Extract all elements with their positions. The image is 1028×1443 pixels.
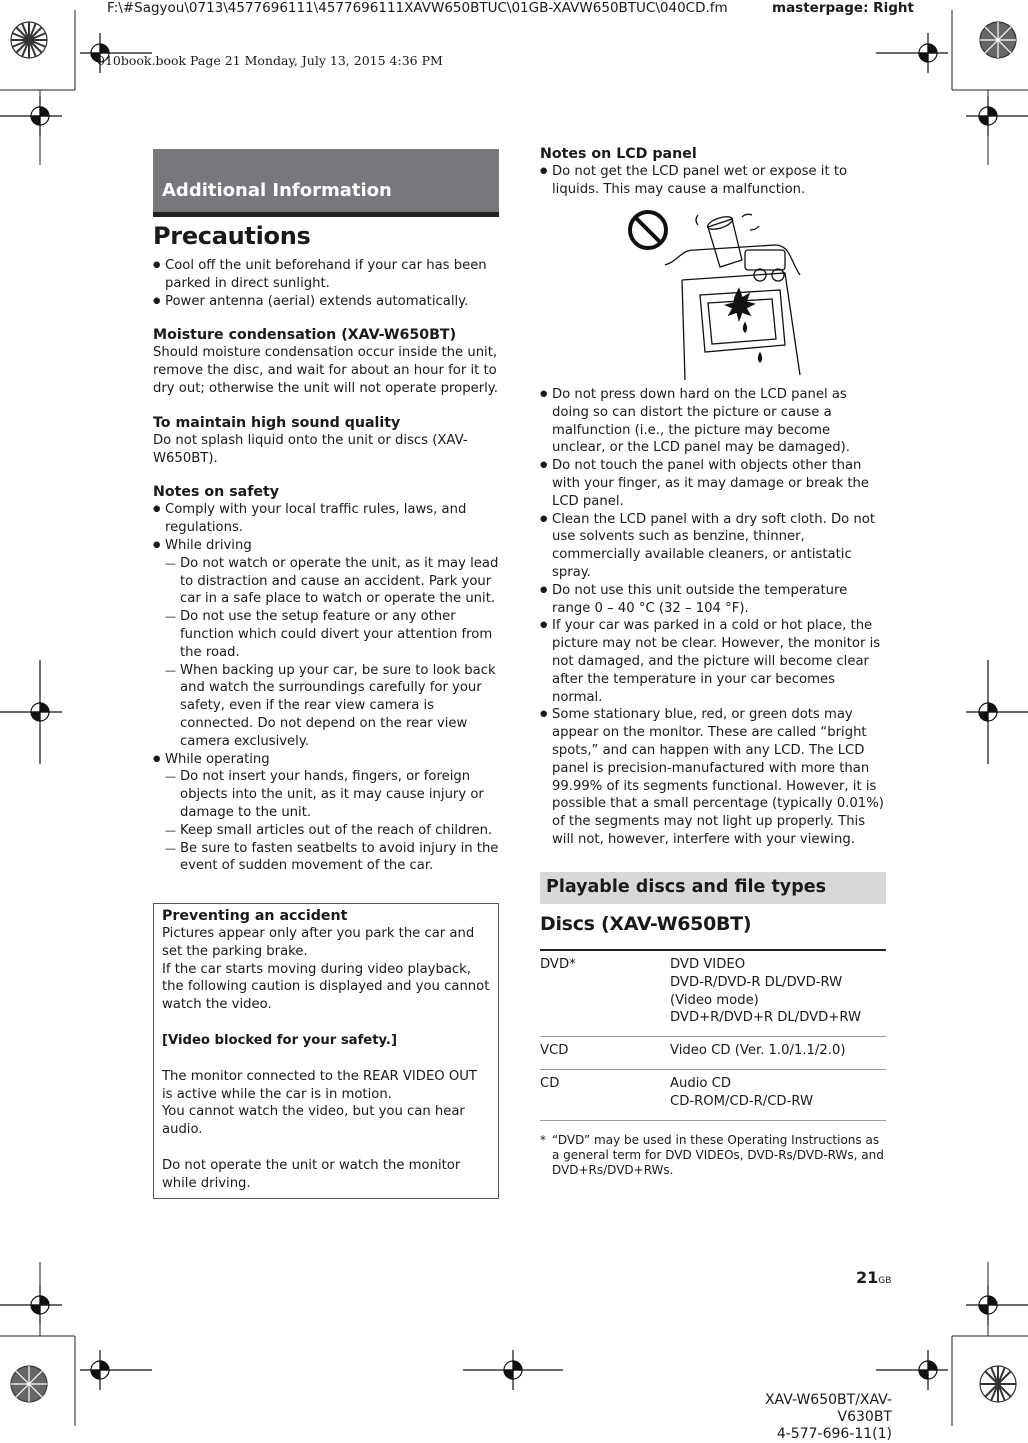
registration-mark <box>966 660 1028 764</box>
page-title: Precautions <box>153 222 311 250</box>
safety-heading: Notes on safety <box>153 484 280 501</box>
accident-box <box>153 903 499 1199</box>
list-item: ● Do not touch the panel with objects other than with your finger, as it may damage or break the LCD panel. <box>540 457 886 510</box>
sub-list-item: — Be sure to fasten seatbelts to avoid injury in the event of sudden movement of the car. <box>165 840 499 876</box>
sound-text: Do not splash liquid onto the unit or discs (XAV-W650BT). <box>153 432 468 466</box>
disc-format: Audio CD <box>670 1075 732 1091</box>
playable-discs-banner <box>540 872 886 904</box>
section-banner-additional-information <box>153 149 499 217</box>
list-item: ● Cool off the unit beforehand if your car has been parked in direct sunlight. <box>153 257 499 293</box>
registration-mark <box>0 1285 62 1325</box>
disc-formats <box>670 1069 886 1120</box>
sunburst-mark-tr <box>980 22 1016 58</box>
right-column <box>540 145 886 199</box>
list-item: ● Do not press down hard on the LCD panel as doing so can distort the picture or cause a malfunction (i.e., the picture may become unclear, or the LCD panel may be damaged). <box>540 386 886 457</box>
table-row <box>540 1069 886 1120</box>
registration-mark <box>966 1285 1028 1325</box>
accident-text-1: Pictures appear only after you park the car and set the parking brake. <box>162 926 475 959</box>
list-item: ● Comply with your local traffic rules, laws, and regulations. <box>153 501 499 537</box>
disc-format: CD-ROM/CD-R/CD-RW <box>670 1093 814 1109</box>
footer-code: 4-577-696-11(1) <box>776 1426 892 1442</box>
registration-mark <box>876 33 948 73</box>
accident-heading: Preventing an accident <box>162 908 348 924</box>
registration-mark <box>0 660 62 764</box>
disc-type: CD <box>540 1069 670 1120</box>
sub-list-item: — Keep small articles out of the reach of children. <box>165 822 499 840</box>
list-item-label: While driving <box>165 537 252 553</box>
safety-list <box>153 501 499 875</box>
footer <box>714 1392 892 1443</box>
sunburst-mark-tl <box>11 22 47 58</box>
disc-format: Video CD (Ver. 1.0/1.1/2.0) <box>670 1043 846 1059</box>
footer-model: XAV-W650BT/XAV-V630BT <box>764 1392 892 1425</box>
list-item: ● If your car was parked in a cold or hot place, the picture may not be clear. However, the monitor is not damaged, and the picture will become clear after the temperature in your car becomes normal. <box>540 617 886 706</box>
registration-mark <box>0 96 62 136</box>
discs-table <box>540 949 886 1121</box>
disc-format: DVD-R/DVD-R DL/DVD-RW <box>670 974 843 990</box>
lcd-list <box>540 386 886 849</box>
disc-formats <box>670 1037 886 1070</box>
sunburst-mark-br <box>980 1366 1016 1402</box>
disc-format: DVD+R/DVD+R DL/DVD+RW <box>670 1010 862 1026</box>
sunburst-mark-bl <box>11 1366 47 1402</box>
page-number <box>856 1268 891 1287</box>
registration-mark <box>463 1350 563 1390</box>
playable-discs-banner-label: Playable discs and file types <box>546 877 827 897</box>
masterpage-label: masterpage: Right <box>772 0 914 16</box>
disc-type: DVD* <box>540 950 670 1037</box>
disc-formats <box>670 950 886 1037</box>
accident-text-2: If the car starts moving during video playback, the following caution is displayed and you cannot watch the video. <box>162 961 490 1013</box>
list-item: ● Do not get the LCD panel wet or expose it to liquids. This may cause a malfunction. <box>540 163 886 199</box>
disc-type: VCD <box>540 1037 670 1070</box>
section-banner-label: Additional Information <box>162 180 392 201</box>
registration-mark <box>876 1350 948 1390</box>
moisture-heading: Moisture condensation (XAV-W650BT) <box>153 327 457 344</box>
lcd-first-list <box>540 163 886 199</box>
accident-text-3: The monitor connected to the REAR VIDEO OUT is active while the car is in motion. <box>162 1068 477 1102</box>
list-item: ● Do not use this unit outside the temperature range 0 – 40 °C (32 – 104 °F). <box>540 582 886 618</box>
page-number-suffix: GB <box>878 1276 892 1286</box>
operating-sublist <box>165 768 499 875</box>
accident-text-4: You cannot watch the video, but you can hear audio. <box>162 1104 465 1138</box>
sound-heading: To maintain high sound quality <box>153 414 401 431</box>
discs-section <box>540 913 886 1178</box>
disc-format: DVD VIDEO <box>670 957 746 972</box>
registration-mark <box>966 96 1028 136</box>
sub-list-item: — When backing up your car, be sure to look back and watch the surroundings carefully for your safety, even if the rear view camera is connected. Do not depend on the rear view camera exclusively. <box>165 662 499 751</box>
footnote <box>540 1133 886 1178</box>
lcd-liquid-warning-illustration <box>620 205 810 385</box>
registration-mark <box>80 1350 152 1390</box>
page-number-value: 21 <box>856 1268 879 1287</box>
list-item: ● Power antenna (aerial) extends automatically. <box>153 293 499 311</box>
table-row <box>540 950 886 1037</box>
list-item <box>153 751 499 876</box>
list-item <box>153 537 499 751</box>
list-item: ● Clean the LCD panel with a dry soft cloth. Do not use solvents such as benzine, thinner, commercially available cleaners, or antistatic spray. <box>540 511 886 582</box>
lcd-more <box>540 386 886 849</box>
caution-message: [Video blocked for your safety.] <box>162 1032 397 1048</box>
intro-list <box>153 257 499 310</box>
footnote-mark: * <box>540 1132 546 1147</box>
discs-title: Discs (XAV-W650BT) <box>540 913 752 935</box>
sub-list-item: — Do not insert your hands, fingers, or foreign objects into the unit, as it may cause injury or damage to the unit. <box>165 768 499 821</box>
sub-list-item: — Do not use the setup feature or any other function which could divert your attention from the road. <box>165 608 499 661</box>
prohibition-icon <box>630 212 666 248</box>
footnote-text: “DVD” may be used in these Operating Instructions as a general term for DVD VIDEOs, DVD-Rs/DVD-RWs, and DVD+Rs/DVD+RWs. <box>552 1132 884 1177</box>
book-stamp: 010book.book Page 21 Monday, July 13, 2015 4:36 PM <box>97 53 443 68</box>
driving-sublist <box>165 555 499 751</box>
lcd-heading: Notes on LCD panel <box>540 146 697 162</box>
moisture-text: Should moisture condensation occur inside the unit, remove the disc, and wait for about an hour for it to dry out; otherwise the unit will not operate properly. <box>153 345 498 396</box>
disc-format: (Video mode) <box>670 992 759 1008</box>
table-row <box>540 1037 886 1070</box>
sub-list-item: — Do not watch or operate the unit, as it may lead to distraction and cause an accident. Park your car in a safe place to watch or operate the unit. <box>165 555 499 608</box>
list-item-label: While operating <box>165 751 270 767</box>
left-column <box>153 222 499 875</box>
file-path-header: F:\#Sagyou\0713\4577696111\4577696111XAVW650BTUC\01GB-XAVW650BTUC\040CD.fm <box>107 0 728 16</box>
list-item: ● Some stationary blue, red, or green dots may appear on the monitor. These are called “bright spots,” and can happen with any LCD. The LCD panel is precision-manufactured with more than 99.99% of its segments functional. However, it is possible that a small percentage (typically 0.01%) of the segments may not light up properly. This will not, however, interfere with your viewing. <box>540 706 886 848</box>
accident-text-5: Do not operate the unit or watch the monitor while driving. <box>162 1157 461 1191</box>
